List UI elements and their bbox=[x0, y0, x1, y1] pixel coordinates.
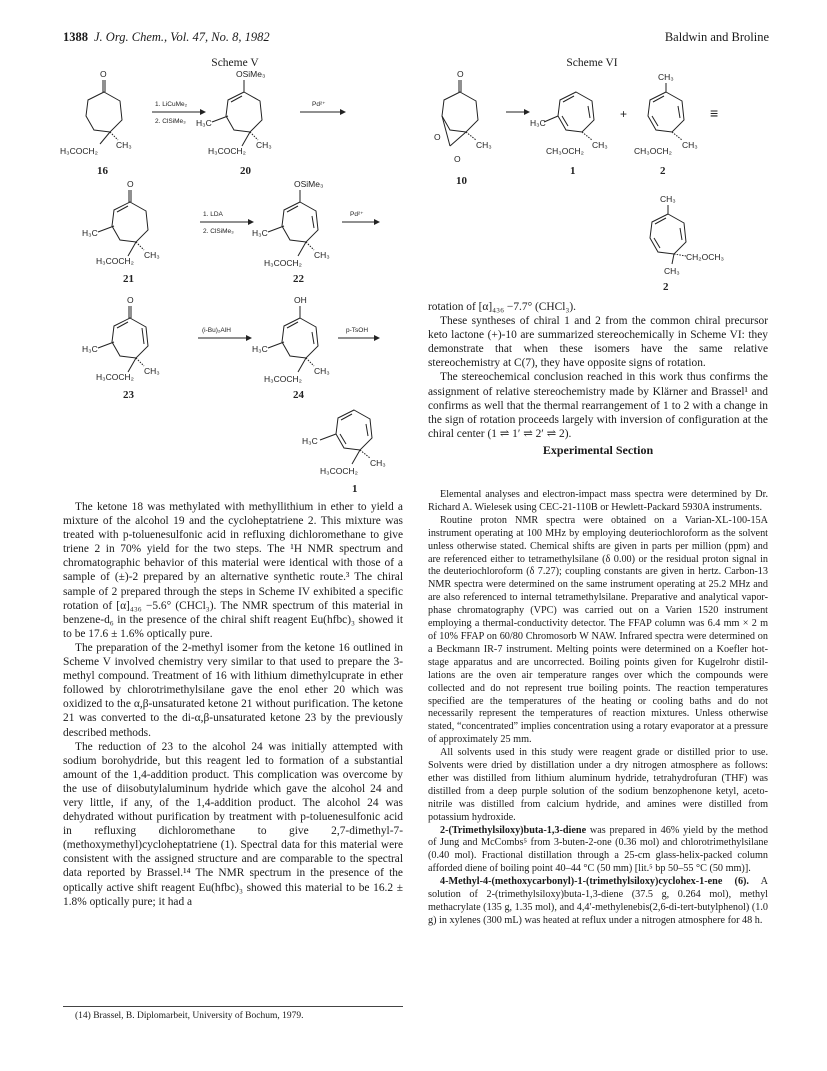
atom-label: O bbox=[127, 179, 134, 189]
footnote-divider bbox=[63, 1006, 403, 1007]
paragraph: rotation of [α]₄₃₆ −7.7° (CHCl₃). bbox=[428, 301, 576, 313]
plus-sign: + bbox=[620, 107, 628, 121]
atom-label: H₃COCH₂ bbox=[96, 372, 134, 382]
left-column bbox=[63, 500, 403, 909]
atom-label: CH₃OCH₂ bbox=[546, 146, 584, 156]
paragraph bbox=[428, 825, 768, 877]
atom-label: CH₃ bbox=[314, 366, 330, 376]
paragraph-body: A solution of 2-(trimethylsiloxy)buta-1,3-diene (37.5 g, 0.264 mol), methyl methacrylate (135 g, 1.35 mol), and 4,4′-methylenebis(2,6-di-tert-butylphenol) (1.0 g) in xylenes (300 mL) was heated at reflux under a nitrogen atmosphere for 48 h. bbox=[428, 876, 768, 926]
paragraph: These syntheses of chiral 1 and 2 from the common chiral precursor keto lactone (+)-10 are summarized stereochemically in Scheme VI: they demonstrate that when these isomers have the same relative stereochemistry at C(7), they have opposite signs of rotation. bbox=[428, 315, 768, 370]
atom-label: CH₃ bbox=[658, 72, 674, 82]
atom-label: OSiMe₃ bbox=[294, 179, 324, 189]
atom-label: CH₃ bbox=[144, 366, 160, 376]
journal-citation: J. Org. Chem., Vol. 47, No. 8, 1982 bbox=[94, 30, 270, 44]
running-header bbox=[63, 30, 769, 48]
paragraph: The ketone 18 was methylated with methyllithium in ether to yield a mixture of the alcohol 19 and the cycloheptatriene 2. This mixture was treated with p-toluenesulfonic acid in refluxing dichloromethane to give triene 2 in 70% yield for the two steps. The ¹H NMR spectrum and chromatographic behavior of this material were identical with those of a sample of (±)-2 prepared by an alternative synthetic route.³ The chiral sample of 2 prepared through the steps in Scheme IV exhibited a specific rotation of [α]₄₃₆ −5.6° (CHCl₃). The NMR spectrum of this material in benzene-d₆ in the presence of the chiral shift reagent Eu(hfbc)₃ showed it to be 17.6 ± 1.6% optically pure. bbox=[63, 501, 403, 640]
scheme-vi-row-2 bbox=[640, 190, 770, 292]
paragraph: Routine proton NMR spectra were obtained on a Varian-XL-100-15A instrument operating at 100 MHz by employing deuteriochloroform as the solvent unless otherwise stated. Chemical shifts are given in parts per million (ppm) and are referenced either to tetramethylsilane (δ 0.00) or the residual proton signal in the deuteriochloroform (δ 7.27); coupling constants are given in hertz. Carbon-13 NMR spectra were determined on the same instrument operating at 25.2 MHz and are also referenced to internal tetramethylsilane. Preparative and analytical vapor-phase chromatography (VPC) was carried out on a Varien 1520 instrument employing a thermal-conductivity detector. The FFAP column was 6.4 mm × 2 m of 10% FFAP on 60/80 Chromosorb W NAW. Infrared spectra were determined on a Beckmann IR-7 instrument. Melting points were determined on a Koefler hot-stage apparatus and are uncorrected. Boiling points given for Kugelrohr distillations are the oven air temperature ranges over which the compounds were collected and do not represent true boiling points. The reaction temperatures specified are the temperatures of the heating or cooling baths and do not necessarily represent the temperatures of reaction mixtures. Unless otherwise stated, “concentrated” implies concentration using a rotary evaporator at a pressure of approximately 25 mm. bbox=[428, 514, 768, 746]
reagent-label: Pd²⁺ bbox=[312, 101, 326, 108]
atom-label: CH₃ bbox=[664, 266, 680, 276]
atom-label: H₃C bbox=[82, 344, 98, 354]
atom-label: CH₃ bbox=[314, 250, 330, 260]
compound-number: 2 bbox=[660, 165, 666, 177]
reagent-label: 1. LiCuMe₂ bbox=[155, 101, 188, 108]
atom-label: H₃C bbox=[530, 118, 546, 128]
header-authors: Baldwin and Broline bbox=[664, 30, 769, 44]
atom-label: CH₂OCH₃ bbox=[686, 252, 724, 262]
atom-label: H₃C bbox=[196, 118, 212, 128]
page-number: 1388 bbox=[63, 30, 88, 44]
paragraph: All solvents used in this study were reagent grade or distilled prior to use. Solvents were dried by distillation under a dry nitrogen atmosphere as follows: ether was distilled from lithium aluminum hydride, tetrahydrofuran (THF) was distilled from a deep purple solution of the sodium benzophenone ketyl, acetonitrile was distilled from calcium hydride, and amines were distilled from potassium hydroxide. bbox=[428, 747, 768, 823]
scheme-v-row-3 bbox=[60, 294, 400, 406]
atom-label: OH bbox=[294, 295, 307, 305]
atom-label: CH₃ bbox=[370, 458, 386, 468]
compound-number: 23 bbox=[123, 389, 134, 401]
paragraph: The reduction of 23 to the alcohol 24 was initially attempted with sodium borohydride, but this reagent led to formation of a substantial amount of the 1,4-addition product. This complication was overcome by the use of diisobutylaluminum hydride which gave the alcohol 24 and very little, if any, of the 1,4-addition product. The alcohol 24 was dehydrated without purification by treatment with p-toluenesulfonic acid in refluxing dichloromethane to give 2,7-dimethyl-7-(methoxymethyl)cycloheptatriene (1). Spectral data for this material were consistent with the assigned structure and are comparable to the spectral data reported by Brassel.¹⁴ The NMR spectrum in the presence of the optically active shift reagent Eu(hfbc)₃ showed this material to be 16.2 ± 1.8% optically pure; it had a bbox=[63, 740, 403, 908]
equivalence-sign: ≡ bbox=[710, 105, 719, 121]
atom-label: CH₃ bbox=[660, 194, 676, 204]
atom-label: H₃COCH₂ bbox=[264, 258, 302, 268]
paragraph: The preparation of the 2-methyl isomer from the ketone 16 outlined in Scheme V involved chemistry very similar to that used to prepare the 3-methyl compound. Treatment of 16 with lithium dimethylcuprate in ether followed by chlorotrimethylsilane gave the enol ether 20 which was oxidized to the α,β-unsaturated ketone 21 without purification. The ketone 21 was converted to the di-α,β-unsaturated ketone 23 by the previously described methods. bbox=[63, 641, 403, 739]
compound-number: 1 bbox=[352, 483, 358, 495]
paragraph: The stereochemical conclusion reached in this work thus confirms the assignment of relative stereochemistry made by Klärner and Brassel¹ and confirms as well that the thermal rearrangement of 1 to 2 with a change in the sign of rotation proceeds largely with inversion of configuration at the chiral center (1 ⇌ 1′ ⇌ 2′ ⇌ 2). bbox=[428, 371, 768, 440]
reagent-label: (i-Bu)₂AlH bbox=[202, 327, 231, 334]
reagent-label: p-TsOH bbox=[346, 327, 369, 334]
footnote: (14) Brassel, B. Diplomarbeit, University of Bochum, 1979. bbox=[75, 1011, 304, 1021]
atom-label: O bbox=[100, 69, 107, 79]
reagent-label: 2. ClSiMe₃ bbox=[203, 228, 234, 235]
compound-number: 2 bbox=[663, 281, 669, 293]
atom-label: H₃C bbox=[252, 344, 268, 354]
atom-label: CH₃ bbox=[144, 250, 160, 260]
scheme-v-row-2 bbox=[60, 178, 400, 290]
atom-label: H₃C bbox=[252, 228, 268, 238]
atom-label: CH₃ bbox=[682, 140, 698, 150]
compound-number: 22 bbox=[293, 273, 304, 285]
reagent-label: 2. ClSiMe₃ bbox=[155, 118, 186, 125]
paragraph-body: was prepared in 46% yield by the method of Jung and McCombs⁵ from 3-buten-2-one (0.36 mol) and chlorotrimethylsilane (0.40 mol). Fractional distillation through a 25-cm glass-helix-packed column afforded diene of boiling point 40–44 °C (50 mm) [lit.⁵ bp 50–55 °C (50 mm)]. bbox=[428, 824, 768, 875]
compound-heading: 2-(Trimethylsiloxy)buta-1,3-diene bbox=[440, 824, 587, 836]
scheme-v-product-1 bbox=[290, 404, 410, 496]
scheme-vi-title: Scheme VI bbox=[566, 57, 618, 69]
scheme-v-row-1 bbox=[60, 68, 400, 180]
atom-label: O bbox=[127, 295, 134, 305]
atom-label: H₃COCH₂ bbox=[96, 256, 134, 266]
compound-number: 21 bbox=[123, 273, 134, 285]
atom-label: CH₃ bbox=[256, 140, 272, 150]
section-title: Experimental Section bbox=[542, 442, 654, 457]
atom-label: CH₃OCH₂ bbox=[634, 146, 672, 156]
scheme-v-title: Scheme V bbox=[211, 57, 259, 69]
reagent-label: 1. LDA bbox=[203, 211, 223, 218]
paragraph bbox=[428, 876, 768, 928]
scheme-vi-row-1 bbox=[420, 68, 770, 188]
atom-label: H₃COCH₂ bbox=[320, 466, 358, 476]
atom-label: CH₃ bbox=[592, 140, 608, 150]
atom-label: CH₃ bbox=[476, 140, 492, 150]
atom-label: O bbox=[434, 132, 441, 142]
reagent-label: Pd²⁺ bbox=[350, 211, 364, 218]
atom-label: H₃COCH₂ bbox=[264, 374, 302, 384]
atom-label: O bbox=[454, 154, 461, 164]
atom-label: H₃C bbox=[82, 228, 98, 238]
compound-heading: 4-Methyl-4-(methoxycarbonyl)-1-(trimethylsiloxy)cyclohex-1-ene (6). bbox=[440, 876, 749, 888]
atom-label: H₃COCH₂ bbox=[60, 146, 98, 156]
compound-number: 24 bbox=[293, 389, 304, 401]
atom-label: H₃C bbox=[302, 436, 318, 446]
compound-number: 16 bbox=[97, 165, 108, 177]
compound-number: 1 bbox=[570, 165, 576, 177]
header-left bbox=[63, 30, 270, 45]
paragraph: Elemental analyses and electron-impact mass spectra were determined by Dr. Richard A. Wielesek using CEC-21-110B or Hewlett-Packard 5930A instruments. bbox=[428, 489, 768, 513]
right-column bbox=[428, 300, 768, 461]
experimental-section bbox=[428, 489, 768, 928]
atom-label: O bbox=[457, 69, 464, 79]
compound-number: 20 bbox=[240, 165, 251, 177]
atom-label: H₃COCH₂ bbox=[208, 146, 246, 156]
atom-label: CH₃ bbox=[116, 140, 132, 150]
compound-number: 10 bbox=[456, 175, 467, 187]
atom-label: OSiMe₃ bbox=[236, 69, 266, 79]
